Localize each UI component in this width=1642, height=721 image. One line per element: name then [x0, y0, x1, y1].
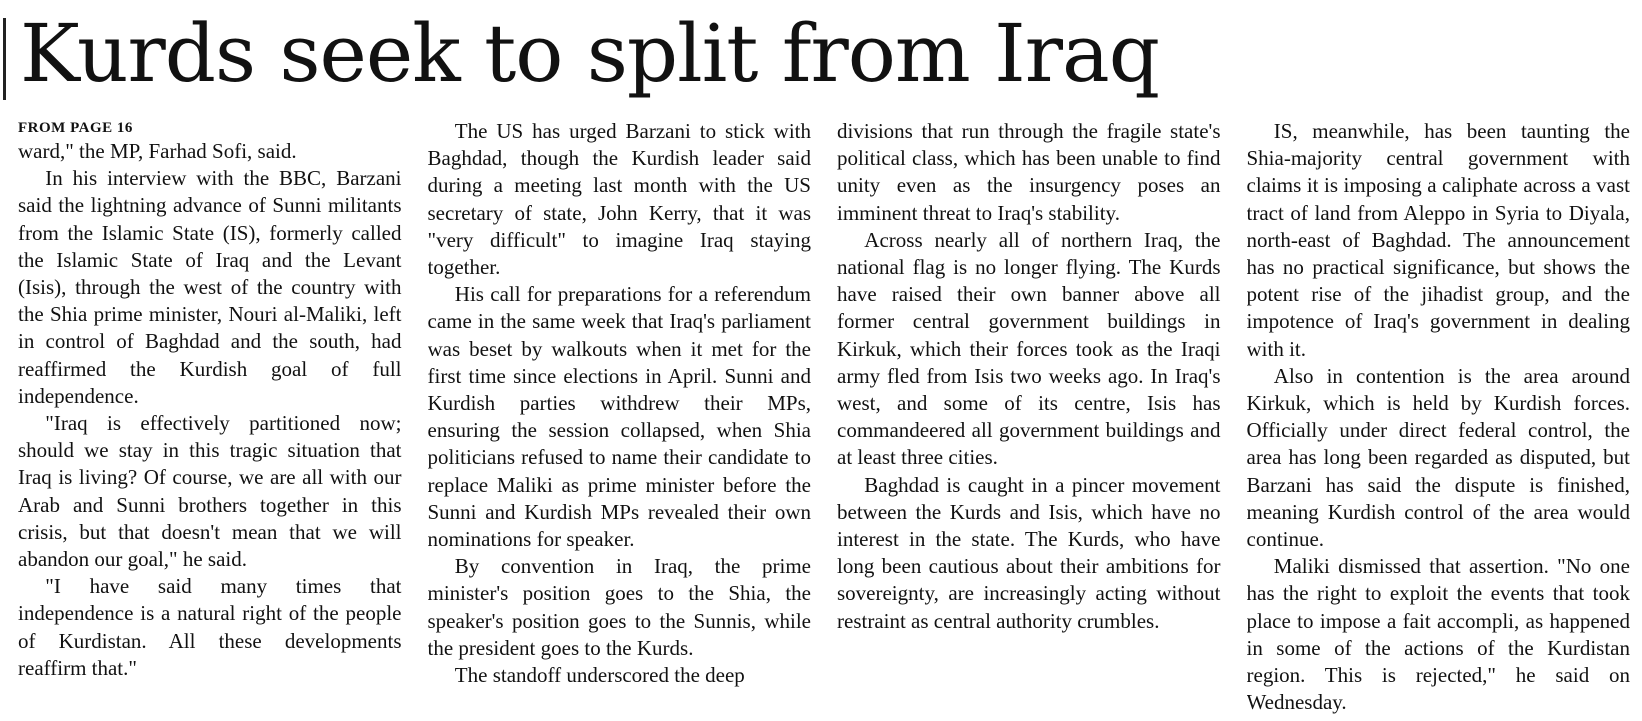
- paragraph: IS, meanwhile, has been taunting the Shia-majority central government with claims it is imposing a caliphate across a vast tract of land from Aleppo in Syria to Diyala, north-east of Baghdad. The announcement has no practical significance, but shows the potent rise of the jihadist group, and the impotence of Iraq's government in dealing with it.: [1246, 119, 1630, 361]
- article-column-1: [18, 118, 402, 718]
- paragraph: "Iraq is effectively partitioned now; should we stay in this tragic situation that Iraq is living? Of course, we are all with our Arab and Sunni brothers together in this crisis, but that doesn't mean that we will abandon our goal," he said.: [18, 411, 402, 572]
- paragraph: Baghdad is caught in a pincer movement between the Kurds and Isis, which have no interest in the state. The Kurds, who have long been cautious about their ambitions for sovereignty, are increasingly acting without restraint as central authority crumbles.: [837, 472, 1221, 633]
- paragraph: Also in contention is the area around Kirkuk, which is held by Kurdish forces. Officially under direct federal control, the area has long been regarded as disputed, but Barzani has said the dispute is finished, meaning Kurdish control of the area would continue.: [1246, 363, 1630, 552]
- jump-label: FROM PAGE 16: [18, 120, 133, 136]
- paragraph: In his interview with the BBC, Barzani said the lightning advance of Sunni militants from the Islamic State (IS), formerly called the Islamic State of Iraq and the Levant (Isis), through the west of the country with the Shia prime minister, Nouri al-Maliki, left in control of Baghdad and the south, had reaffirmed the Kurdish goal of full independence.: [18, 166, 402, 408]
- paragraph: "I have said many times that independence is a natural right of the people of Kurdistan. All these developments reaffirm that.": [18, 574, 402, 680]
- paragraph: divisions that run through the fragile state's political class, which has been unable to find unity even as the insurgency poses an imminent threat to Iraq's stability.: [837, 119, 1221, 225]
- paragraph: By convention in Iraq, the prime minister's position goes to the Shia, the speaker's position goes to the Sunnis, while the president goes to the Kurds.: [427, 554, 811, 660]
- paragraph: ward," the MP, Farhad Sofi, said.: [18, 139, 297, 163]
- paragraph: The US has urged Barzani to stick with Baghdad, though the Kurdish leader said during a meeting last month with the US secretary of state, John Kerry, that it was "very difficult" to imagine Iraq staying together.: [427, 119, 811, 280]
- article-column-2: [428, 118, 812, 718]
- column-rule: [3, 18, 6, 100]
- article-column-4: [1247, 118, 1631, 718]
- paragraph: Maliki dismissed that assertion. "No one has the right to exploit the events that took place to impose a fait accompli, as happened in some of the actions of the Kurdistan region. This is rejected," he said on Wednesday.: [1246, 554, 1630, 715]
- paragraph: Across nearly all of northern Iraq, the national flag is no longer flying. The Kurds have raised their own banner above all former central government buildings in Kirkuk, which their forces took as the Iraqi army fled from Isis two weeks ago. In Iraq's west, and some of its centre, Isis has commandeered all government buildings and at least three cities.: [837, 227, 1221, 470]
- headline: Kurds seek to split from Iraq: [20, 7, 1159, 100]
- article-column-3: [837, 118, 1221, 718]
- paragraph: His call for preparations for a referendum came in the same week that Iraq's parliament was beset by walkouts when it met for the first time since elections in April. Sunni and Kurdish parties withdrew their MPs, ensuring the session collapsed, when Shia politicians refused to name their candidate to replace Maliki as prime minister before the Sunni and Kurdish MPs revealed their own nominations for speaker.: [427, 282, 811, 552]
- article-body: [18, 118, 1630, 718]
- paragraph: The standoff underscored the deep: [454, 663, 745, 688]
